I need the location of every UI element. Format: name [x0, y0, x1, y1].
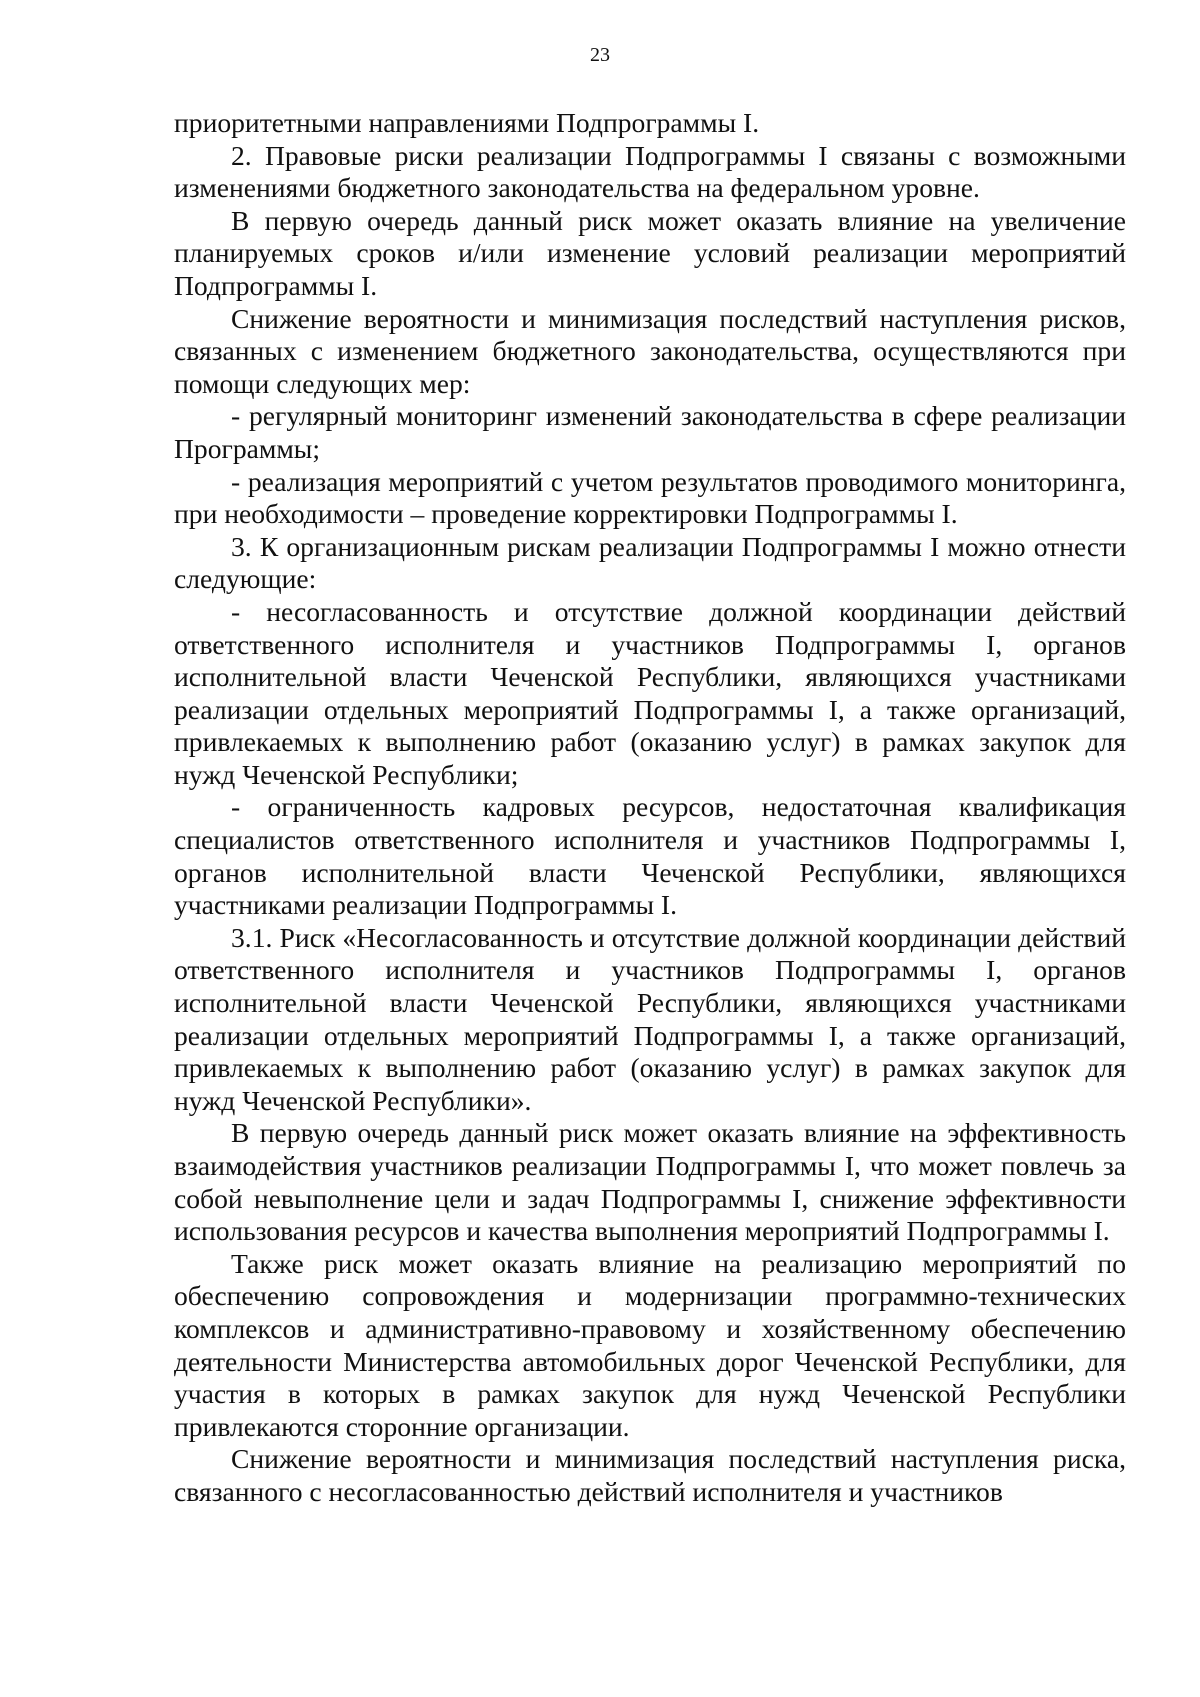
- paragraph-legal-risks: 2. Правовые риски реализации Подпрограммы I связаны с возможными изменениями бюджетного законодательства на федеральном уровне.: [174, 139, 1126, 204]
- list-item-staffing: - ограниченность кадровых ресурсов, недостаточная квалификация специалистов ответственного исполнителя и участников Подпрограммы I, органов исполнительной власти Чеченской Республики, являющихся участниками реализации Подпрограммы I.: [174, 791, 1126, 921]
- page-number: 23: [590, 44, 610, 66]
- paragraph-organizational-risks: 3. К организационным рискам реализации Подпрограммы I можно отнести следующие:: [174, 530, 1126, 595]
- list-item-monitoring: - регулярный мониторинг изменений законодательства в сфере реализации Программы;: [174, 400, 1126, 464]
- document-body: [174, 107, 1126, 1509]
- list-item-implementation: - реализация мероприятий с учетом результатов проводимого мониторинга, при необходимости – проведение корректировки Подпрограммы I.: [174, 465, 1126, 530]
- paragraph-risk-3-1: 3.1. Риск «Несогласованность и отсутствие должной координации действий ответственного исполнителя и участников Подпрограммы I, органов исполнительной власти Чеченской Республики, являющихся участниками реализации отдельных мероприятий Подпрограммы I, а также организаций, привлекаемых к выполнению работ (оказанию услуг) в рамках закупок для нужд Чеченской Республики».: [174, 921, 1126, 1116]
- paragraph-legal-risk-mitigation: Снижение вероятности и минимизация последствий наступления рисков, связанных с изменением бюджетного законодательства, осуществляются при помощи следующих мер:: [174, 302, 1126, 399]
- paragraph-risk-3-1-impact: В первую очередь данный риск может оказать влияние на эффективность взаимодействия участников реализации Подпрограммы I, что может повлечь за собой невыполнение цели и задач Подпрограммы I, снижение эффективности использования ресурсов и качества выполнения мероприятий Подпрограммы I.: [174, 1117, 1126, 1247]
- list-item-coordination: - несогласованность и отсутствие должной координации действий ответственного исполнителя и участников Подпрограммы I, органов исполнительной власти Чеченской Республики, являющихся участниками реализации отдельных мероприятий Подпрограммы I, а также организаций, привлекаемых к выполнению работ (оказанию услуг) в рамках закупок для нужд Чеченской Республики;: [174, 595, 1126, 790]
- paragraph-risk-3-1-mitigation: Снижение вероятности и минимизация последствий наступления риска, связанного с несогласованностью действий исполнителя и участников: [174, 1443, 1126, 1507]
- paragraph-risk-3-1-additional-impact: Также риск может оказать влияние на реализацию мероприятий по обеспечению сопровождения и модернизации программно-технических комплексов и административно-правовому и хозяйственному обеспечению деятельности Министерства автомобильных дорог Чеченской Республики, для участия в которых в рамках закупок для нужд Чеченской Республики привлекаются сторонние организации.: [174, 1247, 1126, 1442]
- paragraph-legal-risk-impact: В первую очередь данный риск может оказать влияние на увеличение планируемых сроков и/или изменение условий реализации мероприятий Подпрограммы I.: [174, 204, 1126, 301]
- paragraph-continuation: приоритетными направлениями Подпрограммы I.: [174, 107, 760, 138]
